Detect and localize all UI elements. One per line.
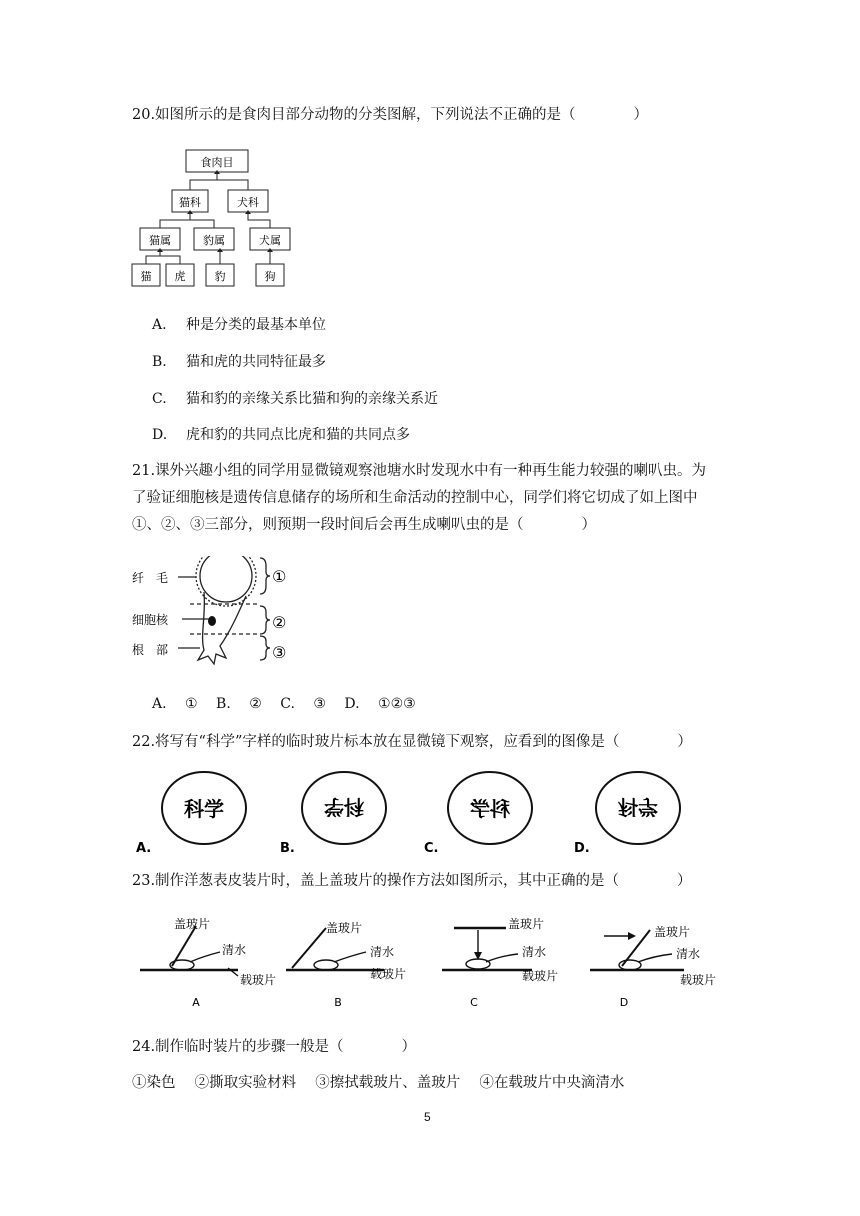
q20-option-d: D. 虎和豹的共同点比虎和猫的共同点多 [152, 427, 410, 443]
image-d-text: 科学 [618, 795, 658, 819]
letter-d: D [619, 996, 629, 1009]
d-water-label: 清水 [676, 947, 701, 961]
q23-stem: 23.制作洋葱表皮装片时，盖上盖玻片的操作方法如图所示，其中正确的是（ ） [132, 873, 692, 889]
d-cover-label: 盖玻片 [654, 925, 691, 939]
q20-option-a: A. 种是分类的最基本单位 [152, 317, 326, 333]
tree-family-2: 犬科 [237, 196, 259, 209]
tree-species-1: 猫 [140, 270, 152, 283]
b-slide-label: 载玻片 [370, 967, 407, 981]
tree-order: 食肉目 [200, 156, 234, 169]
label-root: 根 部 [132, 643, 169, 657]
image-a-letter: A. [136, 841, 152, 856]
c-water-label: 清水 [522, 945, 547, 959]
q20-option-b: B. 猫和虎的共同特征最多 [152, 354, 326, 370]
tree-genus-3: 犬属 [259, 234, 281, 247]
q21-stem-line-3: ①、②、③三部分，则预期一段时间后会再生成喇叭虫的是（ ） [132, 517, 596, 533]
q21-option-b-text: ② [249, 696, 262, 712]
q24-stem: 24.制作临时装片的步骤一般是（ ） [132, 1039, 417, 1055]
q21-stem-line-2: 了验证细胞核是遗传信息储存的场所和生命活动的控制中心，同学们将它切成了如上图中 [132, 490, 698, 506]
label-cilia: 纤 毛 [132, 571, 169, 585]
part-1: ① [272, 567, 287, 586]
c-slide-label: 载玻片 [522, 969, 559, 983]
q21-option-d-text: ①②③ [378, 696, 416, 712]
a-water-label: 清水 [222, 943, 247, 957]
q21-option-c-letter: C. [280, 696, 295, 712]
tree-species-4: 狗 [264, 270, 276, 283]
q21-option-d-letter: D. [344, 696, 360, 712]
q21-options [152, 694, 416, 714]
tree-species-3: 豹 [214, 270, 226, 283]
q23-cover-slip-figure [134, 912, 734, 1012]
image-c-letter: C. [424, 841, 439, 856]
tree-species-2: 虎 [174, 270, 186, 283]
q20-stem: 20.如图所示的是食肉目部分动物的分类图解，下列说法不正确的是（ ） [132, 107, 649, 123]
image-c-text: 科学 [470, 797, 510, 821]
image-d-letter: D. [574, 841, 590, 856]
letter-b: B [334, 996, 342, 1009]
tree-genus-2: 豹属 [203, 234, 225, 247]
a-slide-label: 载玻片 [240, 973, 277, 987]
a-cover-label: 盖玻片 [174, 917, 211, 931]
q21-trumpet-animal-figure [130, 556, 290, 668]
image-a-text: 科学 [184, 797, 224, 821]
q21-stem-line-1: 21.课外兴趣小组的同学用显微镜观察池塘水时发现水中有一种再生能力较强的喇叭虫。为 [132, 463, 707, 479]
q21-option-a-letter: A. [152, 696, 167, 712]
b-cover-label: 盖玻片 [326, 921, 363, 935]
q22-microscope-images [130, 770, 700, 856]
tree-family-1: 猫科 [179, 196, 201, 209]
b-water-label: 清水 [370, 945, 395, 959]
q22-stem: 22.将写有“科学”字样的临时玻片标本放在显微镜下观察，应看到的图像是（ ） [132, 734, 692, 750]
q24-steps: ①染色 ②撕取实验材料 ③擦拭载玻片、盖玻片 ④在载玻片中央滴清水 [132, 1075, 625, 1091]
d-slide-label: 载玻片 [680, 973, 717, 987]
image-b-text: 科学 [324, 795, 364, 819]
q20-option-c: C. 猫和豹的亲缘关系比猫和狗的亲缘关系近 [152, 391, 438, 407]
letter-a: A [192, 996, 200, 1009]
q20-taxonomy-tree [128, 146, 308, 288]
q21-option-c-text: ③ [313, 696, 326, 712]
c-cover-label: 盖玻片 [508, 917, 545, 931]
q21-option-b-letter: B. [216, 696, 231, 712]
tree-genus-1: 猫属 [149, 234, 171, 247]
q21-option-a-text: ① [185, 696, 198, 712]
page-number: 5 [424, 1110, 431, 1124]
label-nucleus: 细胞核 [132, 613, 169, 627]
letter-c: C [470, 996, 478, 1009]
image-b-letter: B. [280, 841, 295, 856]
part-2: ② [272, 613, 287, 632]
part-3: ③ [272, 643, 287, 662]
